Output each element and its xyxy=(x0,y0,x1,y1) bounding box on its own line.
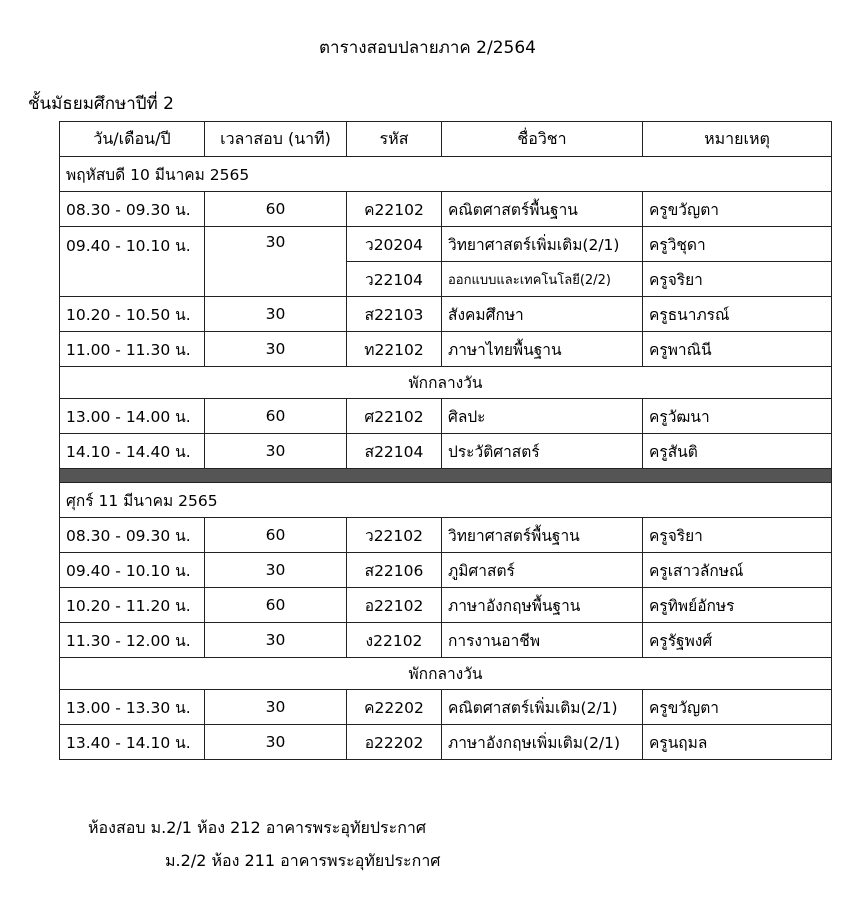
note-cell: ครูสันติ xyxy=(643,434,832,469)
header-subject: ชื่อวิชา xyxy=(442,122,643,157)
table-row xyxy=(60,399,832,434)
duration-cell: 60 xyxy=(205,588,347,623)
code-cell: ส22104 xyxy=(347,434,442,469)
table-row xyxy=(60,518,832,553)
note-cell: ครูจริยา xyxy=(643,518,832,553)
exam-schedule-table xyxy=(59,121,832,760)
note-cell: ครูทิพย์อักษร xyxy=(643,588,832,623)
time-cell: 11.30 - 12.00 น. xyxy=(60,623,205,658)
day-row xyxy=(60,157,832,192)
subject-cell: วิทยาศาสตร์เพิ่มเติม(2/1) xyxy=(442,227,643,262)
duration-cell: 30 xyxy=(205,690,347,725)
time-cell: 10.20 - 10.50 น. xyxy=(60,297,205,332)
time-cell: 11.00 - 11.30 น. xyxy=(60,332,205,367)
time-cell: 09.40 - 10.10 น. xyxy=(60,227,205,297)
table-row xyxy=(60,553,832,588)
subject-cell: ภาษาอังกฤษเพิ่มเติม(2/1) xyxy=(442,725,643,760)
duration-cell: 30 xyxy=(205,553,347,588)
duration-cell: 60 xyxy=(205,399,347,434)
day-row xyxy=(60,483,832,518)
note-cell: ครูวิชุดา xyxy=(643,227,832,262)
note-cell: ครูพาณินี xyxy=(643,332,832,367)
time-cell: 13.00 - 13.30 น. xyxy=(60,690,205,725)
subject-cell: คณิตศาสตร์เพิ่มเติม(2/1) xyxy=(442,690,643,725)
time-cell: 13.40 - 14.10 น. xyxy=(60,725,205,760)
subject-cell: ภาษาอังกฤษพื้นฐาน xyxy=(442,588,643,623)
subject-cell: ศิลปะ xyxy=(442,399,643,434)
duration-cell: 30 xyxy=(205,227,347,297)
note-cell: ครูจริยา xyxy=(643,262,832,297)
table-row xyxy=(60,623,832,658)
note-cell: ครูเสาวลักษณ์ xyxy=(643,553,832,588)
header-code: รหัส xyxy=(347,122,442,157)
code-cell: ว22104 xyxy=(347,262,442,297)
lunch-break: พักกลางวัน xyxy=(60,658,832,690)
header-note: หมายเหตุ xyxy=(643,122,832,157)
page-title: ตารางสอบปลายภาค 2/2564 xyxy=(319,38,536,58)
time-cell: 14.10 - 14.40 น. xyxy=(60,434,205,469)
code-cell: ท22102 xyxy=(347,332,442,367)
lunch-break: พักกลางวัน xyxy=(60,367,832,399)
note-cell: ครูธนาภรณ์ xyxy=(643,297,832,332)
table-header-row xyxy=(60,122,832,157)
time-cell: 13.00 - 14.00 น. xyxy=(60,399,205,434)
note-cell: ครูขวัญตา xyxy=(643,690,832,725)
grade-label: ชั้นมัธยมศึกษาปีที่ 2 xyxy=(28,94,174,114)
table-row xyxy=(60,332,832,367)
subject-cell: ประวัติศาสตร์ xyxy=(442,434,643,469)
subject-cell: การงานอาชีพ xyxy=(442,623,643,658)
subject-cell: คณิตศาสตร์พื้นฐาน xyxy=(442,192,643,227)
table-row xyxy=(60,588,832,623)
break-row xyxy=(60,658,832,690)
note-cell: ครูวัฒนา xyxy=(643,399,832,434)
duration-cell: 30 xyxy=(205,297,347,332)
duration-cell: 30 xyxy=(205,434,347,469)
code-cell: ศ22102 xyxy=(347,399,442,434)
duration-cell: 30 xyxy=(205,623,347,658)
subject-cell: วิทยาศาสตร์พื้นฐาน xyxy=(442,518,643,553)
break-row xyxy=(60,367,832,399)
code-cell: ว20204 xyxy=(347,227,442,262)
time-cell: 08.30 - 09.30 น. xyxy=(60,192,205,227)
duration-cell: 30 xyxy=(205,332,347,367)
table-row xyxy=(60,297,832,332)
subject-cell: ออกแบบและเทคโนโลยี(2/2) xyxy=(442,262,643,297)
note-cell: ครูขวัญตา xyxy=(643,192,832,227)
separator-bar xyxy=(60,469,832,483)
header-duration: เวลาสอบ (นาที) xyxy=(205,122,347,157)
code-cell: อ22202 xyxy=(347,725,442,760)
note-cell: ครูรัฐพงศ์ xyxy=(643,623,832,658)
table-row xyxy=(60,192,832,227)
day2-label: ศุกร์ 11 มีนาคม 2565 xyxy=(60,483,832,518)
code-cell: ว22102 xyxy=(347,518,442,553)
subject-cell: ภูมิศาสตร์ xyxy=(442,553,643,588)
code-cell: อ22102 xyxy=(347,588,442,623)
duration-cell: 30 xyxy=(205,725,347,760)
duration-cell: 60 xyxy=(205,192,347,227)
time-cell: 10.20 - 11.20 น. xyxy=(60,588,205,623)
code-cell: ส22103 xyxy=(347,297,442,332)
note-cell: ครูนฤมล xyxy=(643,725,832,760)
table-row xyxy=(60,434,832,469)
time-cell: 08.30 - 09.30 น. xyxy=(60,518,205,553)
day1-label: พฤหัสบดี 10 มีนาคม 2565 xyxy=(60,157,832,192)
exam-room-line-2: ม.2/2 ห้อง 211 อาคารพระอุทัยประกาศ xyxy=(165,851,441,870)
time-cell: 09.40 - 10.10 น. xyxy=(60,553,205,588)
header-time: วัน/เดือน/ปี xyxy=(60,122,205,157)
code-cell: ค22102 xyxy=(347,192,442,227)
table-row xyxy=(60,690,832,725)
code-cell: ค22202 xyxy=(347,690,442,725)
subject-cell: สังคมศึกษา xyxy=(442,297,643,332)
table-row xyxy=(60,725,832,760)
subject-cell: ภาษาไทยพื้นฐาน xyxy=(442,332,643,367)
code-cell: ง22102 xyxy=(347,623,442,658)
duration-cell: 60 xyxy=(205,518,347,553)
exam-room-line-1: ห้องสอบ ม.2/1 ห้อง 212 อาคารพระอุทัยประกาศ xyxy=(88,818,427,837)
day-separator xyxy=(60,469,832,483)
code-cell: ส22106 xyxy=(347,553,442,588)
table-row xyxy=(60,227,832,262)
